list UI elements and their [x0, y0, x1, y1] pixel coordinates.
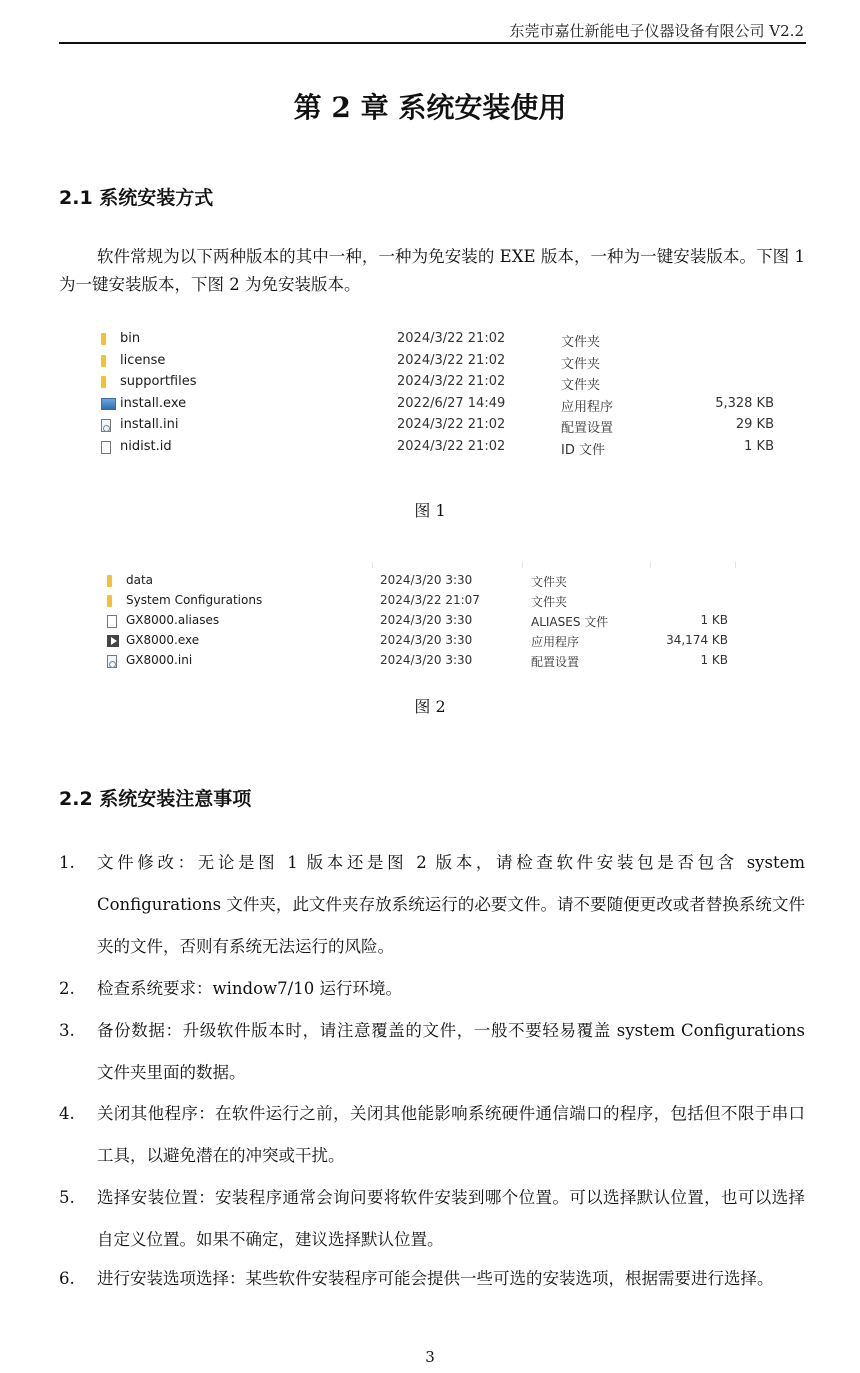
file-size: 29 KB — [735, 417, 774, 433]
file-row[interactable] — [106, 633, 746, 653]
file-type: 配置设置 — [561, 421, 614, 437]
file-row[interactable] — [100, 353, 800, 373]
file-row[interactable] — [100, 417, 800, 437]
folder-icon — [107, 595, 112, 607]
list-item — [59, 1093, 805, 1177]
list-text: 选择安装位置：安装程序通常会询问要将软件安装到哪个位置。可以选择默认位置，也可以选择自定义位置。如果不确定，建议选择默认位置。 — [97, 1188, 805, 1249]
file-name: license — [120, 352, 166, 368]
file-type: 配置设置 — [531, 655, 580, 669]
figure-2-caption: 图 2 — [414, 697, 446, 716]
file-row[interactable] — [100, 396, 800, 416]
list-item — [59, 842, 805, 970]
file-date: 2024/3/22 21:02 — [397, 331, 506, 346]
file-row[interactable] — [106, 613, 746, 633]
figure-2-file-list — [106, 573, 746, 673]
file-name: nidist.id — [120, 439, 172, 454]
file-name: bin — [120, 331, 141, 346]
file-name: data — [126, 573, 154, 587]
file-date: 2024/3/20 3:30 — [380, 573, 473, 587]
list-number: 2. — [59, 979, 75, 998]
section-heading-2-2: 2.2 系统安装注意事项 — [59, 788, 252, 810]
file-type: 应用程序 — [561, 399, 614, 415]
file-type: 文件夹 — [561, 356, 601, 372]
file-name: supportfiles — [120, 374, 197, 390]
config-file-icon — [101, 419, 111, 432]
file-type: 应用程序 — [531, 635, 580, 649]
file-size: 34,174 KB — [666, 633, 728, 647]
list-text: 文件修改：无论是图 1 版本还是图 2 版本，请检查软件安装包是否包含 system Configurations 文件夹，此文件夹存放系统运行的必要文件。请不要随便更改或者替换系统文件夹的文件，否则有系统无法运行的风险。 — [97, 853, 805, 956]
file-date: 2024/3/22 21:07 — [380, 593, 480, 607]
file-type: 文件夹 — [561, 335, 601, 350]
figure-1-file-list — [100, 331, 800, 463]
file-type: 文件夹 — [531, 575, 568, 589]
file-name: install.ini — [120, 417, 179, 433]
column-divider — [735, 562, 736, 568]
list-text: 检查系统要求：window7/10 运行环境。 — [97, 979, 402, 998]
file-icon — [101, 441, 111, 454]
file-row[interactable] — [100, 331, 800, 351]
file-date: 2024/3/22 21:02 — [397, 439, 506, 454]
folder-icon — [101, 333, 106, 345]
file-type: ALIASES 文件 — [531, 615, 609, 629]
list-text: 关闭其他程序：在软件运行之前，关闭其他能影响系统硬件通信端口的程序，包括但不限于串口工具，以避免潜在的冲突或干扰。 — [97, 1104, 805, 1165]
installer-icon — [101, 398, 116, 410]
figure-1-caption: 图 1 — [414, 501, 446, 520]
file-size: 1 KB — [700, 653, 728, 667]
section-heading-2-1: 2.1 系统安装方式 — [59, 187, 214, 209]
folder-icon — [101, 376, 106, 388]
file-date: 2024/3/22 21:02 — [397, 352, 506, 368]
column-divider — [650, 562, 651, 568]
application-icon — [107, 635, 119, 647]
list-text: 进行安装选项选择：某些软件安装程序可能会提供一些可选的安装选项，根据需要进行选择。 — [97, 1269, 774, 1288]
list-number: 3. — [59, 1021, 75, 1040]
page-number: 3 — [425, 1348, 435, 1366]
list-item — [59, 968, 805, 1010]
list-text: 备份数据：升级软件版本时，请注意覆盖的文件，一般不要轻易覆盖 system Configurations 文件夹里面的数据。 — [97, 1021, 805, 1082]
file-row[interactable] — [100, 439, 800, 459]
chapter-title: 第 2 章 系统安装使用 — [293, 91, 567, 124]
file-size: 1 KB — [744, 439, 774, 454]
file-row[interactable] — [106, 573, 746, 593]
file-row[interactable] — [106, 653, 746, 673]
file-type: 文件夹 — [561, 378, 601, 394]
file-date: 2024/3/20 3:30 — [380, 633, 473, 647]
list-item — [59, 1010, 805, 1094]
list-number: 5. — [59, 1188, 75, 1207]
file-row[interactable] — [100, 374, 800, 394]
file-date: 2024/3/22 21:02 — [397, 374, 506, 390]
column-divider — [522, 562, 523, 568]
file-date: 2024/3/22 21:02 — [397, 417, 506, 433]
list-number: 4. — [59, 1104, 75, 1123]
config-file-icon — [107, 655, 117, 668]
file-name: GX8000.aliases — [126, 613, 220, 627]
file-name: System Configurations — [126, 593, 263, 607]
list-number: 6. — [59, 1269, 75, 1288]
file-name: GX8000.ini — [126, 653, 193, 667]
intro-paragraph: 软件常规为以下两种版本的其中一种，一种为免安装的 EXE 版本，一种为一键安装版本。下图 1 为一键安装版本，下图 2 为免安装版本。 — [59, 247, 805, 294]
folder-icon — [101, 355, 106, 367]
column-divider — [372, 562, 373, 568]
folder-icon — [107, 575, 112, 587]
file-row[interactable] — [106, 593, 746, 613]
list-number: 1. — [59, 853, 75, 872]
file-name: GX8000.exe — [126, 633, 200, 647]
file-type: ID 文件 — [561, 443, 605, 458]
list-item — [59, 1177, 805, 1261]
file-size: 5,328 KB — [715, 395, 774, 411]
list-item — [59, 1265, 805, 1321]
file-size: 1 KB — [700, 613, 728, 627]
file-date: 2024/3/20 3:30 — [380, 653, 473, 667]
header-rule — [59, 42, 806, 44]
file-name: install.exe — [120, 395, 187, 411]
file-type: 文件夹 — [531, 595, 568, 609]
file-date: 2024/3/20 3:30 — [380, 613, 473, 627]
page-header: 东莞市嘉仕新能电子仪器设备有限公司 V2.2 — [509, 22, 804, 40]
file-date: 2022/6/27 14:49 — [397, 395, 506, 411]
file-icon — [107, 615, 117, 628]
